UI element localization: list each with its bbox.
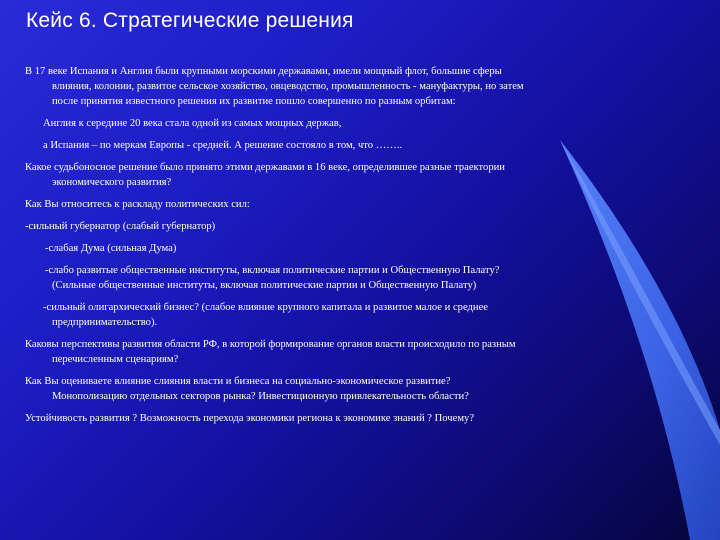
text-line: -сильный олигархический бизнес? (слабое влияние крупного капитала и развитое малое и среднее [43,302,488,313]
line-gap [25,109,675,116]
text-line: В 17 веке Испания и Англия были крупными морскими державами, имели мощный флот, большие сферы [25,66,502,77]
line-gap [25,293,675,300]
text-line: -сильный губернатор (слабый губернатор) [25,221,216,232]
text-line: (Сильные общественные институты, включая политические партии и Общественную Палату) [52,280,477,291]
line-gap [25,190,675,197]
text-line: экономического развития? [52,177,172,188]
line-gap [25,367,675,374]
text-line: перечисленным сценариям? [52,354,179,365]
slide-title: Кейс 6. Стратегические решения [26,9,354,32]
text-line: а Испания – по меркам Европы - средней. А решение состояло в том, что …….. [43,140,403,151]
text-line: влияния, колонии, развитое сельское хозяйство, овцеводство, промышленность - мануфактуры, но затем [52,81,524,92]
text-line: после принятия известного решения их развитие пошло совершенно по разным орбитам: [52,96,456,107]
text-line: Какое судьбоносное решение было принято этими державами в 16 веке, определившее разные траектории [25,162,505,173]
text-line: Как Вы оцениваете влияние слияния власти и бизнеса на социально-экономическое развитие? [25,376,451,387]
line-gap [25,256,675,263]
line-gap [25,131,675,138]
text-line: Устойчивость развития ? Возможность перехода экономики региона к экономике знаний ? Почему? [25,413,475,424]
line-gap [25,153,675,160]
text-line: -слабая Дума (сильная Дума) [45,243,177,254]
line-gap [25,330,675,337]
line-gap [25,234,675,241]
slide-body [25,64,675,426]
text-line: Как Вы относитесь к раскладу политических сил: [25,199,250,210]
line-gap [25,404,675,411]
text-line: предпринимательство). [52,317,158,328]
text-line: -слабо развитые общественные институты, включая политические партии и Общественную Палату? [45,265,500,276]
line-gap [25,212,675,219]
text-line: Англия к середине 20 века стала одной из самых мощных держав, [43,118,342,129]
text-line: Монополизацию отдельных секторов рынка? Инвестиционную привлекательность области? [52,391,469,402]
text-line: Каковы перспективы развития области РФ, в которой формирование органов власти происходило по разным [25,339,516,350]
